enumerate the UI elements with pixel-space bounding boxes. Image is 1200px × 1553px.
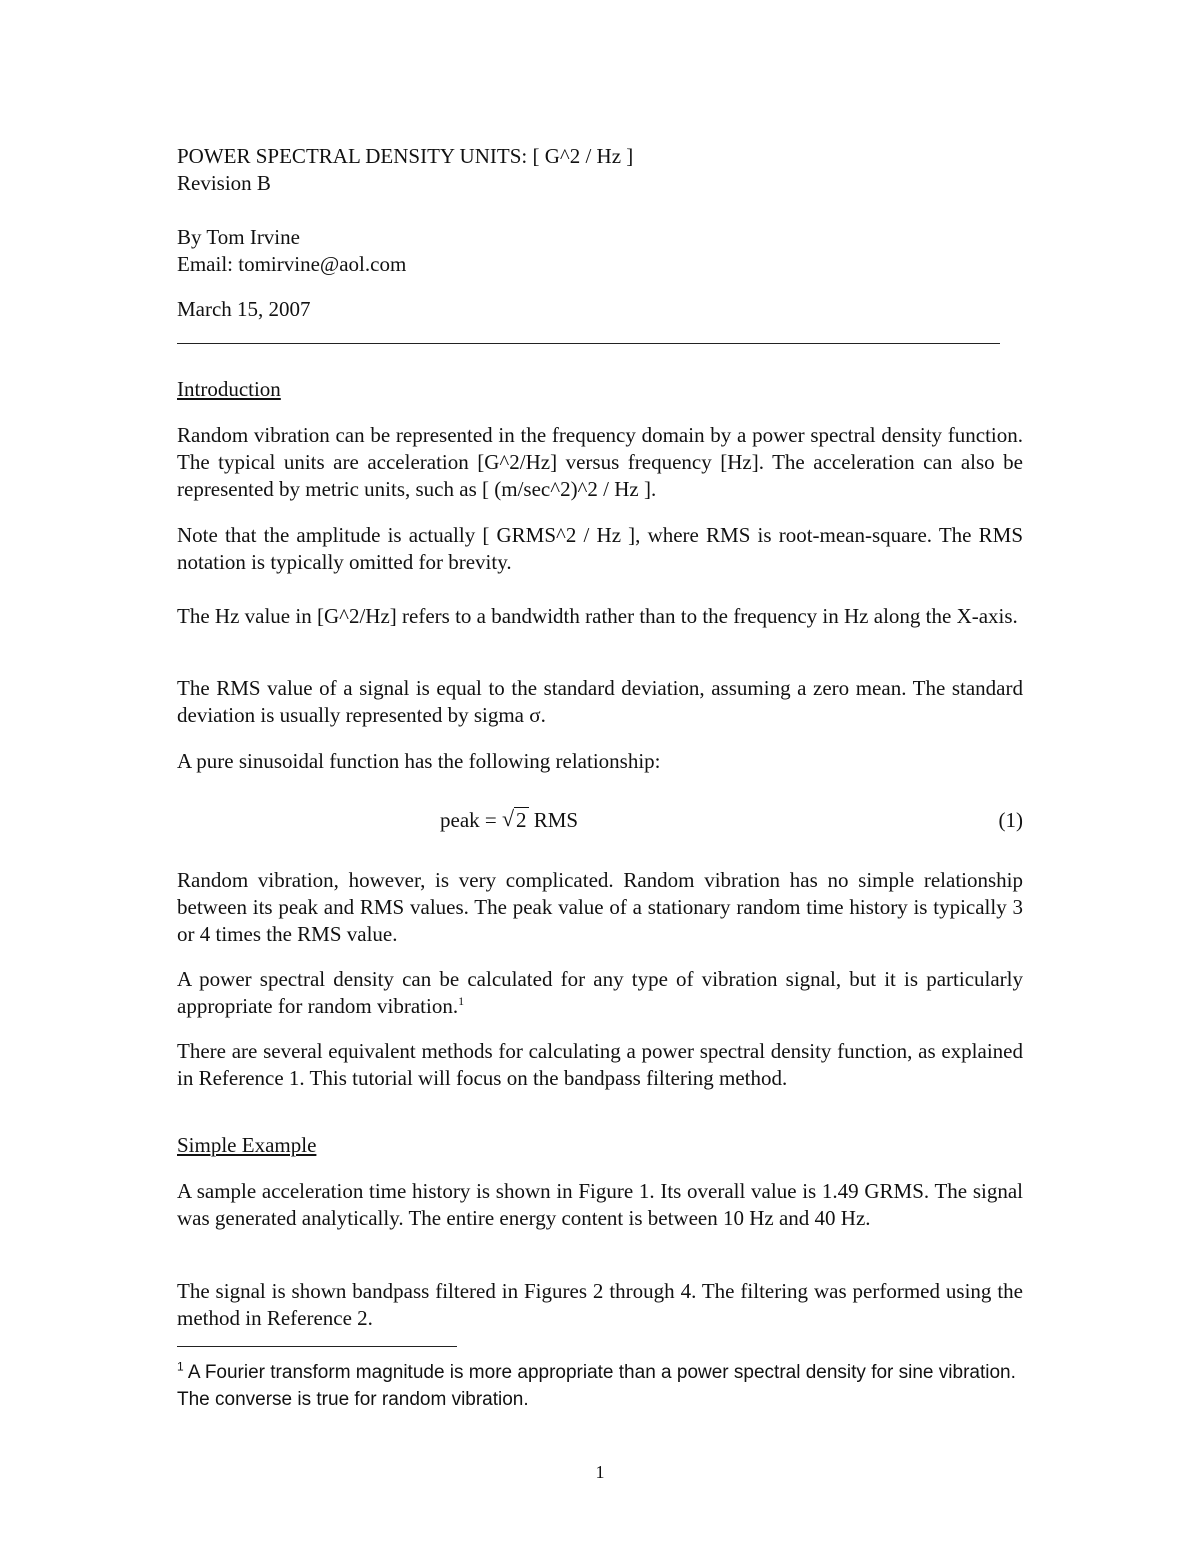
footnote [177, 1359, 1023, 1413]
footnote-divider [177, 1346, 457, 1347]
paragraph-intro-7 [177, 966, 1023, 1020]
equation-1 [177, 807, 1023, 837]
equation-number: (1) [998, 808, 1023, 832]
paragraph-intro-2: Note that the amplitude is actually [ GRMS^2 / Hz ], where RMS is root-mean-square. The RMS notation is typically omitted for brevity. [177, 523, 1023, 574]
section-heading-introduction: Introduction [177, 377, 281, 401]
paragraph-intro-5: A pure sinusoidal function has the following relationship: [177, 749, 661, 773]
paragraph-intro-8: There are several equivalent methods for calculating a power spectral density function, as explained in Reference 1. This tutorial will focus on the bandpass filtering method. [177, 1039, 1023, 1090]
date-line: March 15, 2007 [177, 297, 311, 321]
equation-rhs: RMS [533, 808, 579, 832]
footnote-text: A Fourier transform magnitude is more appropriate than a power spectral density for sine vibration. The converse is true for random vibration. [177, 1362, 1016, 1410]
paragraph-intro-3: The Hz value in [G^2/Hz] refers to a bandwidth rather than to the frequency in Hz along the X-axis. [177, 604, 1018, 628]
paragraph-intro-7-text: A power spectral density can be calculated for any type of vibration signal, but it is particularly appropriate for random vibration. [177, 967, 1023, 1018]
paragraph-intro-1: Random vibration can be represented in the frequency domain by a power spectral density function. The typical units are acceleration [G^2/Hz] versus frequency [Hz]. The acceleration can also be represented by metric units, such as [ (m/sec^2)^2 / Hz ]. [177, 423, 1023, 501]
paragraph-intro-4: The RMS value of a signal is equal to the standard deviation, assuming a zero mean. The standard deviation is usually represented by sigma σ. [177, 676, 1023, 727]
author-line: By Tom Irvine [177, 225, 300, 249]
page-number: 1 [595, 1462, 605, 1482]
equation-lhs: peak = [440, 808, 497, 832]
radical-sign-icon: √ [502, 806, 515, 831]
footnote-marker: 1 [177, 1359, 184, 1374]
document-title: POWER SPECTRAL DENSITY UNITS: [ G^2 / Hz ] [177, 144, 634, 168]
paragraph-example-1: A sample acceleration time history is shown in Figure 1. Its overall value is 1.49 GRMS. The signal was generated analytically. The entire energy content is between 10 Hz and 40 Hz. [177, 1179, 1023, 1230]
footnote-reference: 1 [458, 994, 465, 1008]
section-heading-simple-example: Simple Example [177, 1133, 317, 1157]
paragraph-example-2: The signal is shown bandpass filtered in Figures 2 through 4. The filtering was performed using the method in Reference 2. [177, 1279, 1023, 1330]
email-line: Email: tomirvine@aol.com [177, 252, 407, 276]
header-divider [177, 343, 1000, 344]
equation-body [440, 807, 578, 834]
revision-label: Revision B [177, 171, 271, 195]
paragraph-intro-6: Random vibration, however, is very complicated. Random vibration has no simple relationship between its peak and RMS values. The peak value of a stationary random time history is typically 3 or 4 times the RMS value. [177, 868, 1023, 946]
equation-radicand: 2 [516, 808, 527, 832]
square-root [502, 807, 529, 834]
